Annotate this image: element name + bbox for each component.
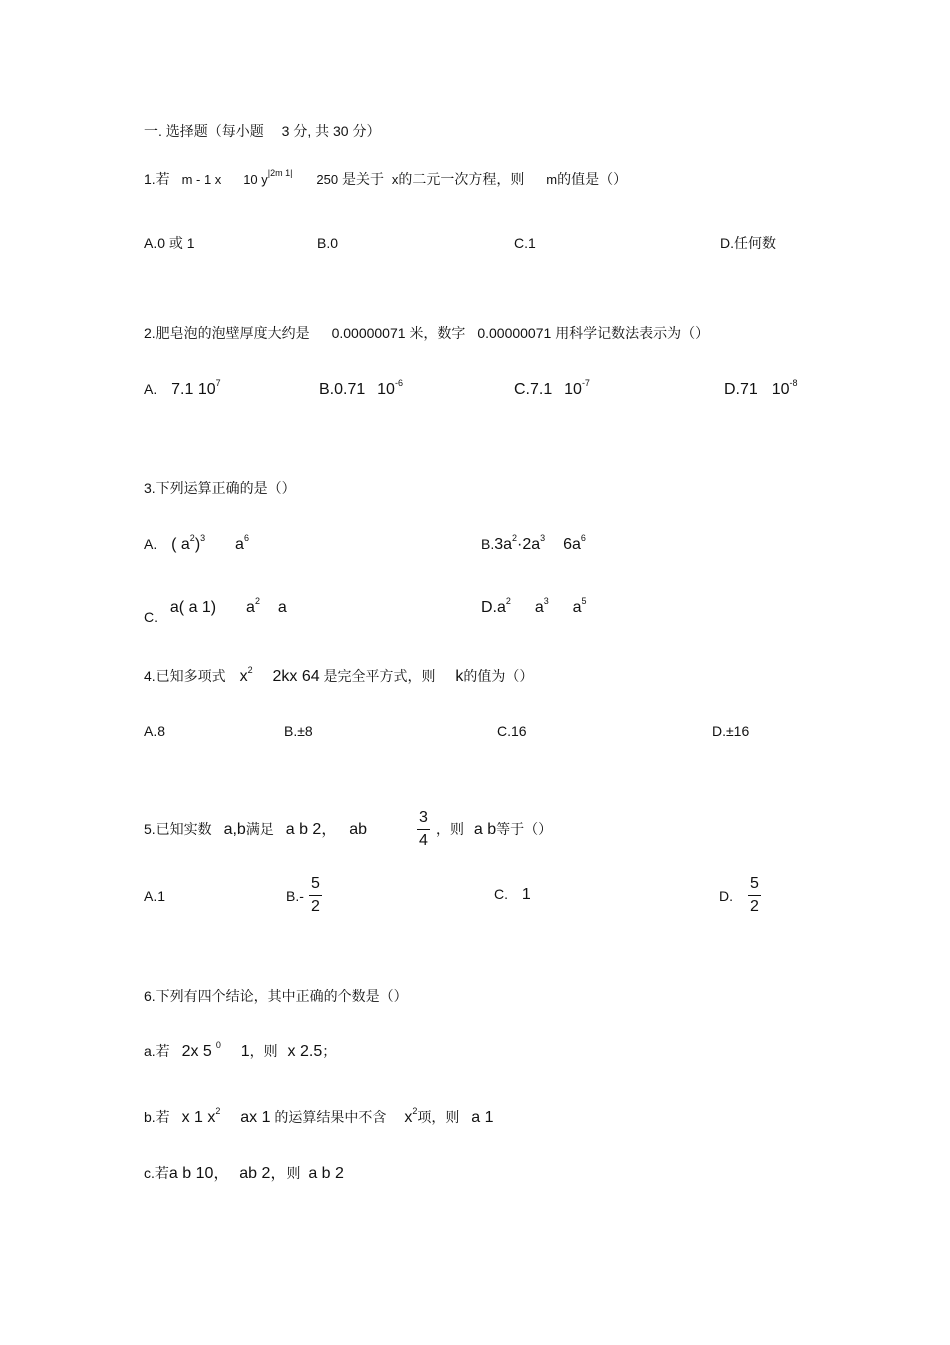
q4-k: k — [455, 668, 464, 685]
q3-c-tail: a — [277, 599, 287, 616]
q1-option-c[interactable]: C.1 — [514, 235, 536, 251]
q3-a-label: A. — [144, 536, 158, 552]
q1-text: 的二元一次方程，则 — [398, 171, 525, 187]
q2-b-label: B.0.71 — [319, 381, 366, 398]
q6-c-result: a b 2 — [308, 1165, 344, 1182]
q3-d-exp3: 5 — [581, 596, 587, 606]
q3-b-exp1: 2 — [512, 533, 518, 543]
q6-b-x-exp: 2 — [412, 1106, 418, 1116]
q3-a-base: ( a — [171, 536, 190, 553]
q4-mid: 2kx 64 — [272, 668, 320, 685]
q1-number: 1.若 — [144, 171, 170, 187]
q3-b-result: 6a — [563, 536, 581, 553]
q5-text: 5.已知实数 — [144, 821, 212, 837]
q2-a-label: A. — [144, 381, 158, 397]
q2-mid: 米，数字 — [409, 325, 466, 341]
q1-mid: 是关于 — [341, 171, 384, 187]
q6-b-item: 项，则 — [417, 1109, 460, 1125]
q2-d-label: D.71 — [724, 381, 758, 398]
q2-option-c[interactable] — [514, 378, 590, 398]
q5-b-denominator: 2 — [311, 898, 320, 915]
q2-c-exp: -7 — [581, 378, 590, 388]
q3-a-result: a — [235, 536, 244, 553]
q5-c-value: 1 — [521, 886, 531, 903]
q1-m: m — [546, 172, 558, 187]
q4-text: 4.已知多项式 — [144, 668, 226, 684]
q6-a-label: a.若 — [144, 1043, 170, 1059]
q5-option-a[interactable]: A.1 — [144, 888, 166, 904]
q5-fraction-bar — [417, 829, 430, 830]
q1-var: x — [391, 172, 399, 187]
q6-c-ab: ab 2， — [239, 1165, 287, 1182]
q4-tail: 是完全平方式，则 — [323, 668, 436, 684]
q2-b-exp: -6 — [394, 378, 403, 388]
q6-a-mid: 1 — [240, 1043, 250, 1060]
q2-d-value: 10 — [771, 381, 790, 398]
q3-a-exp1: 2 — [189, 533, 195, 543]
q6-statement-c — [144, 1166, 344, 1182]
section-title — [144, 124, 380, 138]
q5-d-numerator: 5 — [750, 875, 759, 892]
q3-d-exp1: 2 — [505, 596, 511, 606]
q6-c-expr: a b 10， — [168, 1165, 230, 1182]
question-3: 3.下列运算正确的是（） — [144, 480, 296, 496]
section-title-text: 一. 选择题（每小题 — [144, 123, 264, 139]
q1-term: 10 y — [243, 172, 268, 187]
q3-option-a[interactable] — [144, 533, 249, 553]
q3-d-label: D.a — [481, 599, 506, 616]
q2-text: 2.肥皂泡的泡壁厚度大约是 — [144, 325, 310, 341]
q2-a-exp: 7 — [215, 378, 221, 388]
q3-b-label: B. — [481, 536, 495, 552]
q3-a-close: ) — [194, 536, 201, 553]
q2-number-1: 0.00000071 — [331, 325, 406, 341]
q1-rhs: 250 — [316, 172, 339, 187]
q1-tail: 的值是（） — [557, 171, 628, 187]
q5-expr: a b — [473, 821, 497, 838]
q3-b-term2: ·2a — [517, 536, 541, 553]
question-6: 6.下列有四个结论，其中正确的个数是（） — [144, 988, 408, 1004]
q2-option-d[interactable] — [724, 378, 798, 398]
q3-a-exp3: 6 — [243, 533, 249, 543]
q1-option-b[interactable]: B.0 — [317, 235, 339, 251]
question-4 — [144, 665, 534, 685]
q2-b-value: 10 — [377, 381, 395, 398]
q6-a-end: ； — [322, 1043, 337, 1059]
q5-b-fraction-bar — [309, 895, 322, 896]
q5-fraction — [417, 810, 430, 849]
q6-b-expr: x 1 x — [181, 1109, 216, 1126]
q4-x: x — [239, 668, 248, 685]
q6-a-exp: 0 — [215, 1040, 221, 1050]
q2-d-exp: -8 — [789, 378, 798, 388]
question-1 — [144, 168, 628, 187]
q3-b-exp2: 3 — [540, 533, 546, 543]
q5-ab: ab — [349, 821, 367, 838]
q4-x-exp: 2 — [247, 665, 253, 675]
q3-c-expr: a( a 1) — [169, 599, 217, 616]
q4-option-c[interactable]: C.16 — [497, 723, 527, 739]
q6-a-expr: 2x 5 — [181, 1043, 212, 1060]
q3-d-term2: a — [534, 599, 544, 616]
q5-d-denominator: 2 — [750, 898, 759, 915]
q3-option-d[interactable] — [481, 596, 587, 616]
q2-a-value: 7.1 10 — [171, 381, 216, 398]
q3-option-b[interactable] — [481, 533, 586, 553]
q3-d-exp2: 3 — [543, 596, 549, 606]
q2-number-2: 0.00000071 — [477, 325, 552, 341]
q2-option-a[interactable] — [144, 378, 221, 398]
q4-option-d[interactable]: D.±16 — [712, 723, 750, 739]
q6-b-expr2: ax 1 — [240, 1109, 271, 1126]
q6-b-mid: 的运算结果中不含 — [274, 1109, 387, 1125]
q3-d-term3: a — [572, 599, 582, 616]
q5-option-d[interactable] — [719, 889, 733, 903]
q6-a-result: x 2.5 — [287, 1043, 323, 1060]
q4-option-b[interactable]: B.±8 — [284, 723, 313, 739]
q3-c-exp: 2 — [254, 596, 260, 606]
section-score: 3 分, 共 30 分） — [281, 123, 381, 139]
q6-statement-a — [144, 1040, 337, 1060]
q3-option-c[interactable] — [144, 596, 287, 625]
question-5 — [144, 822, 367, 838]
q5-option-b[interactable] — [286, 889, 304, 903]
q5-d-fraction-bar — [748, 895, 761, 896]
q3-b-term1: 3a — [494, 536, 513, 553]
q5-c-label: C. — [494, 886, 508, 902]
q5-b-numerator: 5 — [311, 875, 320, 892]
q1-option-d[interactable]: D.任何数 — [720, 235, 776, 251]
q6-b-exp: 2 — [215, 1106, 221, 1116]
q5-vars: a,b — [223, 821, 246, 838]
q6-statement-b — [144, 1106, 494, 1126]
q5-satisfies: 满足 — [245, 821, 274, 837]
q1-exponent: |2m 1| — [267, 168, 293, 178]
q5-equation-1: a b 2， — [285, 821, 338, 838]
q3-c-label: C. — [144, 609, 158, 625]
q6-b-result: a 1 — [471, 1109, 494, 1126]
q6-c-then: 则 — [286, 1165, 301, 1181]
q2-tail: 用科学记数法表示为（） — [555, 325, 710, 341]
q3-a-exp2: 3 — [200, 533, 206, 543]
q5-d-fraction — [748, 876, 761, 915]
q6-c-label: c.若 — [144, 1165, 169, 1181]
q5-b-fraction — [309, 876, 322, 915]
q5-option-c[interactable] — [494, 887, 531, 903]
q5-tail: 等于（） — [496, 821, 553, 837]
q5-b-label: B.- — [286, 888, 304, 904]
q6-b-x: x — [404, 1109, 413, 1126]
q1-option-a[interactable]: A.0 或 1 — [144, 235, 195, 251]
q4-option-a[interactable]: A.8 — [144, 723, 166, 739]
q3-c-result: a — [246, 599, 255, 616]
q5-denominator: 4 — [419, 832, 428, 849]
q6-b-label: b.若 — [144, 1109, 170, 1125]
q2-option-b[interactable] — [319, 378, 403, 398]
q2-c-value: 10 — [564, 381, 582, 398]
q4-tail2: 的值为（） — [463, 668, 534, 684]
q1-lhs: m - 1 x — [181, 172, 222, 187]
question-2 — [144, 326, 709, 340]
q5-tail-group — [436, 822, 552, 838]
q2-c-label: C.7.1 — [514, 381, 553, 398]
q6-a-then: ，则 — [249, 1043, 278, 1059]
q5-numerator: 3 — [419, 809, 428, 826]
q5-d-label: D. — [719, 888, 733, 904]
q5-then: ，则 — [436, 821, 464, 837]
q3-b-exp3: 6 — [580, 533, 586, 543]
